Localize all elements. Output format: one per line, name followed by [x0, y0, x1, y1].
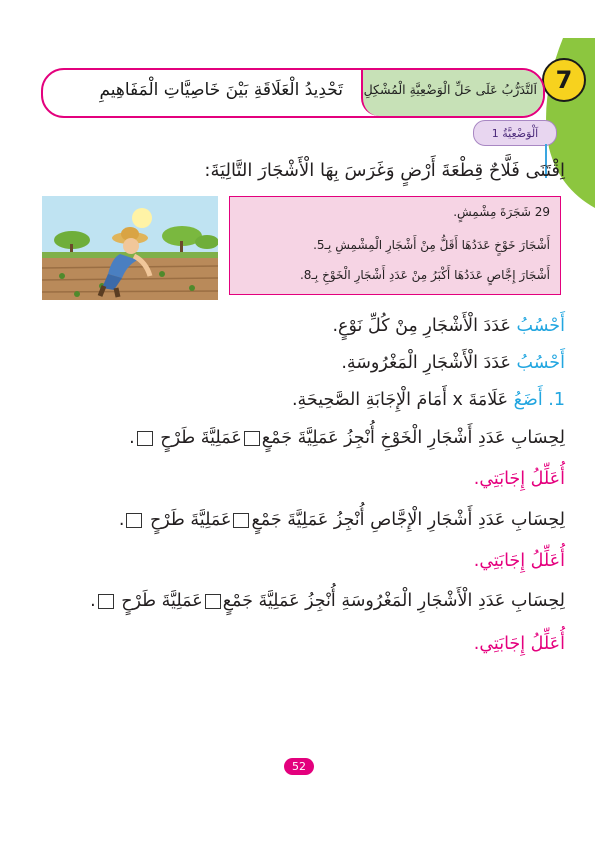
peach-relation: أَشْجَارَ خَوْخٍ عَدَدُهَا أَقَلُّ مِنْ أَشْجَارِ الْمِشْمِشِ بِـ5.	[313, 238, 550, 252]
lesson-subtitle: اَلتَّدَرُّبُ عَلَى حَلِّ الْوَضْعِيَّةِ الْمُشْكِلِ	[363, 82, 537, 97]
apricot-count: 29 شَجَرَةَ مِشْمِشٍ.	[453, 205, 550, 219]
question-1	[129, 428, 565, 448]
question-2-text: لِحِسَابِ عَدَدِ أَشْجَارِ الْإِجَّاصِ أُنْجِزُ عَمَلِيَّةَ جَمْعٍ	[251, 510, 565, 530]
question-1-text: لِحِسَابِ عَدَدِ أَشْجَارِ الْخَوْخِ أُنْجِزُ عَمَلِيَّةَ جَمْعٍ	[261, 428, 565, 448]
question-2	[119, 510, 565, 530]
question-3-end: .	[90, 591, 96, 611]
task-3-verb: أَضَعُ	[513, 390, 543, 410]
task-2-verb: أَحْسُبُ	[516, 353, 565, 373]
question-2-end: .	[118, 510, 125, 530]
justify-2: أُعَلِّلُ إِجَابَتِي.	[473, 551, 565, 571]
lesson-number: 7	[555, 66, 573, 94]
justify-1: أُعَلِّلُ إِجَابَتِي.	[473, 469, 565, 489]
question-3-option-2: عَمَلِيَّةَ طَرْحٍ	[121, 591, 203, 611]
question-3-text: لِحِسَابِ عَدَدِ الْأَشْجَارِ الْمَغْرُوسَةِ أُنْجِزُ عَمَلِيَّةَ جَمْعٍ	[222, 591, 565, 611]
addition-checkbox[interactable]	[205, 594, 221, 609]
question-3	[90, 591, 565, 611]
data-box	[229, 196, 561, 295]
task-1-text: عَدَدَ الْأَشْجَارِ مِنْ كُلِّ نَوْعٍ.	[332, 316, 511, 336]
intro-text: اِقْتَنَى فَلَّاحٌ قِطْعَةَ أَرْضٍ وَغَرَسَ بِهَا الْأَشْجَارَ التَّالِيَةَ:	[204, 160, 565, 181]
subtraction-checkbox[interactable]	[137, 431, 153, 446]
subtraction-checkbox[interactable]	[126, 513, 142, 528]
task-3-text: عَلَامَةَ x أَمَامَ الْإِجَابَةِ الصَّحِيحَةِ.	[291, 390, 509, 410]
question-1-option-2: عَمَلِيَّةَ طَرْحٍ	[160, 428, 242, 448]
page-number: 52	[284, 758, 314, 775]
task-2	[341, 353, 565, 373]
lesson-subtitle-panel	[361, 70, 543, 116]
situation-label	[473, 120, 557, 146]
justify-3: أُعَلِّلُ إِجَابَتِي.	[473, 634, 565, 654]
task-1-verb: أَحْسُبُ	[516, 316, 565, 336]
pear-relation: أَشْجَارَ إِجَّاصٍ عَدَدُهَا أَكْبَرُ مِنْ عَدَدِ أَشْجَارِ الْخَوْخِ بِـ8.	[299, 268, 550, 282]
addition-checkbox[interactable]	[244, 431, 260, 446]
situation-label-text: اَلْوَضْعِيَّةُ 1	[491, 126, 539, 140]
lesson-title: تَحْدِيدُ الْعَلَاقَةِ بَيْنَ خَاصِيَّاتِ الْمَفَاهِيمِ	[99, 80, 343, 100]
task-1	[332, 316, 565, 336]
question-2-option-2: عَمَلِيَّةَ طَرْحٍ	[149, 510, 232, 530]
task-2-text: عَدَدَ الْأَشْجَارِ الْمَغْرُوسَةِ.	[341, 353, 511, 373]
lesson-number-badge	[542, 58, 586, 102]
task-3-number: 1.	[548, 390, 565, 410]
lesson-title-bar	[41, 68, 545, 118]
subtraction-checkbox[interactable]	[98, 594, 114, 609]
question-1-end: .	[129, 428, 135, 448]
farmer-illustration	[42, 196, 218, 300]
addition-checkbox[interactable]	[233, 513, 249, 528]
task-3	[292, 390, 565, 410]
